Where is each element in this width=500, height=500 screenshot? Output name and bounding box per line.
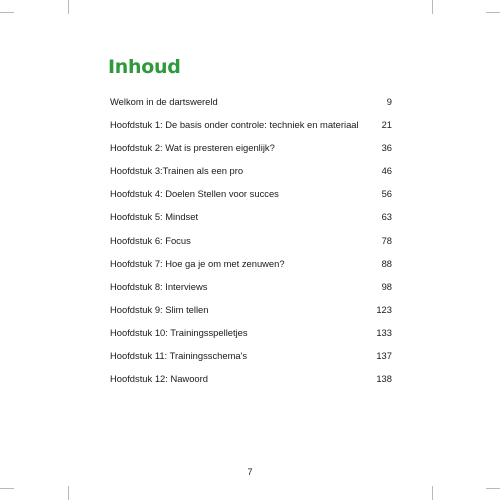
crop-mark-bottom-right-horizontal	[486, 488, 500, 489]
toc-entry[interactable]	[110, 257, 392, 280]
crop-mark-top-left-horizontal	[0, 12, 14, 13]
toc-entry[interactable]	[110, 234, 392, 257]
toc-entry-page-number: 36	[381, 142, 392, 154]
table-of-contents	[110, 95, 392, 395]
toc-entry-label: Hoofdstuk 9: Slim tellen	[110, 303, 209, 315]
page-number: 7	[247, 467, 253, 477]
toc-entry[interactable]	[110, 303, 392, 326]
toc-entry-label: Hoofdstuk 5: Mindset	[110, 211, 199, 223]
crop-mark-top-left	[68, 0, 69, 14]
toc-entry-page-number: 78	[381, 234, 392, 246]
toc-entry-page-number: 21	[381, 119, 392, 131]
toc-entry-label: Hoofdstuk 2: Wat is presteren eigenlijk?	[110, 142, 275, 154]
toc-entry-page-number: 133	[376, 326, 392, 338]
crop-mark-bottom-right	[432, 486, 433, 500]
crop-mark-top-right	[432, 0, 433, 14]
toc-entry-label: Hoofdstuk 10: Trainingsspelletjes	[110, 326, 248, 338]
toc-entry-label: Hoofdstuk 7: Hoe ga je om met zenuwen?	[110, 257, 285, 269]
toc-entry[interactable]	[110, 141, 392, 164]
toc-entry-page-number: 98	[381, 280, 392, 292]
crop-mark-top-right-horizontal	[486, 12, 500, 13]
toc-entry-label: Hoofdstuk 8: Interviews	[110, 280, 208, 292]
toc-entry-page-number: 88	[381, 257, 392, 269]
toc-entry-page-number: 56	[381, 188, 392, 200]
toc-entry-label: Hoofdstuk 12: Nawoord	[110, 373, 208, 385]
toc-entry-label: Hoofdstuk 4: Doelen Stellen voor succes	[110, 188, 279, 200]
toc-entry[interactable]	[110, 326, 392, 349]
toc-entry[interactable]	[110, 187, 392, 210]
toc-entry[interactable]	[110, 280, 392, 303]
crop-mark-bottom-left-horizontal	[0, 488, 14, 489]
toc-entry-label: Hoofdstuk 11: Trainingsschema's	[110, 350, 248, 362]
toc-entry-page-number: 63	[381, 211, 392, 223]
toc-entry-page-number: 138	[376, 373, 392, 385]
toc-entry-label: Welkom in de dartswereld	[110, 96, 218, 107]
toc-entry[interactable]	[110, 349, 392, 372]
toc-entry[interactable]	[110, 210, 392, 233]
toc-entry-page-number: 9	[386, 96, 392, 107]
toc-entry[interactable]	[110, 95, 392, 118]
page-title: Inhoud	[108, 56, 181, 78]
toc-entry[interactable]	[110, 372, 392, 395]
toc-entry[interactable]	[110, 164, 392, 187]
crop-mark-bottom-left	[68, 486, 69, 500]
toc-entry-label: Hoofdstuk 3:Trainen als een pro	[110, 165, 244, 177]
toc-entry-label: Hoofdstuk 1: De basis onder controle: techniek en materiaal	[110, 119, 359, 131]
toc-entry-label: Hoofdstuk 6: Focus	[110, 234, 191, 246]
toc-entry-page-number: 123	[376, 303, 392, 315]
toc-entry-page-number: 137	[376, 350, 392, 362]
toc-entry-page-number: 46	[381, 165, 392, 177]
toc-entry[interactable]	[110, 118, 392, 141]
